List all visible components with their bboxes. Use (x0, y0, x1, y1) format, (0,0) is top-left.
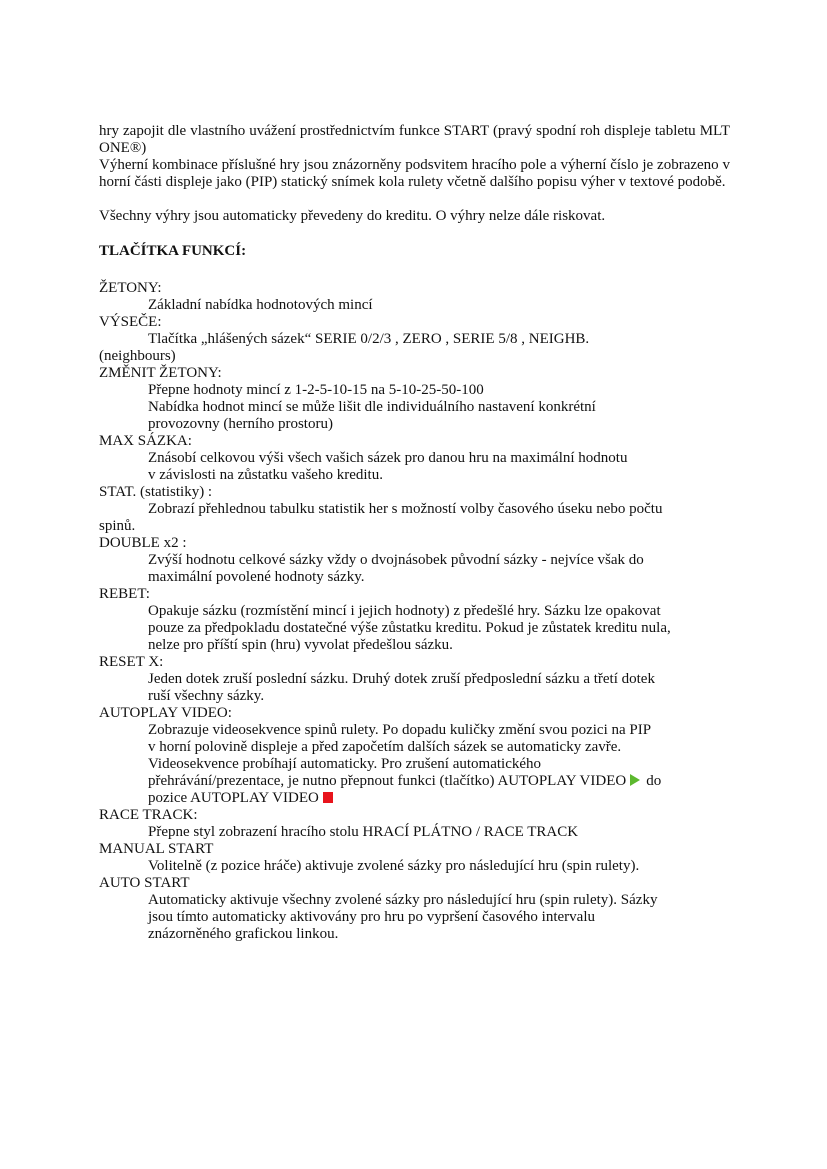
function-description-line (99, 331, 730, 348)
function-description-line (99, 671, 730, 688)
function-title: REBET: (99, 586, 150, 602)
function-description-line (99, 637, 730, 654)
function-item (99, 705, 730, 807)
function-description-line (99, 416, 730, 433)
function-description-line (99, 790, 730, 807)
function-description-line (99, 603, 730, 620)
line-text-after: do (646, 773, 662, 789)
function-title: MAX SÁZKA: (99, 433, 192, 449)
function-description-line (99, 467, 730, 484)
function-description-line (99, 688, 730, 705)
function-title: RESET X: (99, 654, 164, 670)
function-item (99, 314, 730, 365)
line-text: Přepne styl zobrazení hracího stolu HRACÍ PLÁTNO / RACE TRACK (148, 824, 579, 840)
function-description-line (99, 824, 730, 841)
function-item (99, 484, 730, 535)
intro-paragraph-2: Výherní kombinace příslušné hry jsou znázorněny podsvitem hracího pole a výherní číslo je zobrazeno v horní části displeje jako (PIP) statický snímek kola rulety včetně dalšího popisu výher v textové podobě. (99, 157, 730, 190)
function-title: ZMĚNIT ŽETONY: (99, 365, 222, 381)
function-description-line (99, 552, 730, 569)
line-text: znázorněného grafickou linkou. (148, 926, 339, 942)
play-icon (630, 774, 640, 786)
line-text: Základní nabídka hodnotových mincí (148, 297, 373, 313)
function-item (99, 841, 730, 875)
function-title: RACE TRACK: (99, 807, 198, 823)
function-title: AUTO START (99, 875, 190, 891)
line-text: spinů. (99, 518, 136, 534)
line-text: v závislosti na zůstatku vašeho kreditu. (148, 467, 383, 483)
function-description-line (99, 297, 730, 314)
function-description-line (99, 892, 730, 909)
line-text: Automaticky aktivuje všechny zvolené sázky pro následující hru (spin rulety). Sázky (148, 892, 658, 908)
function-item (99, 535, 730, 586)
function-description-line (99, 926, 730, 943)
function-description-line (99, 909, 730, 926)
line-text: Opakuje sázku (rozmístění mincí i jejich hodnoty) z předešlé hry. Sázku lze opakovat (148, 603, 661, 619)
function-item (99, 654, 730, 705)
intro-paragraph-3: Všechny výhry jsou automaticky převedeny do kreditu. O výhry nelze dále riskovat. (99, 208, 606, 224)
line-text: ruší všechny sázky. (148, 688, 265, 704)
function-description-line (99, 756, 730, 773)
function-description-line (99, 348, 730, 365)
line-text: (neighbours) (99, 348, 176, 364)
line-text: Tlačítka „hlášených sázek“ SERIE 0/2/3 , ZERO , SERIE 5/8 , NEIGHB. (148, 331, 590, 347)
line-text: přehrávání/prezentace, je nutno přepnout funkci (tlačítko) AUTOPLAY VIDEO (148, 773, 627, 789)
function-title: STAT. (statistiky) : (99, 484, 213, 500)
function-description-line (99, 450, 730, 467)
function-description-line (99, 722, 730, 739)
function-item (99, 586, 730, 654)
line-text: Zobrazí přehlednou tabulku statistik her s možností volby časového úseku nebo počtu (148, 501, 663, 517)
function-item (99, 807, 730, 841)
function-description-line (99, 501, 730, 518)
line-text: Znásobí celkovou výši všech vašich sázek pro danou hru na maximální hodnotu (148, 450, 628, 466)
line-text: pouze za předpokladu dostatečné výše zůstatku kreditu. Pokud je zůstatek kreditu nula, (148, 620, 671, 636)
function-list (99, 280, 730, 943)
function-title: DOUBLE x2 : (99, 535, 187, 551)
function-item (99, 280, 730, 314)
stop-icon (323, 792, 333, 803)
function-title: AUTOPLAY VIDEO: (99, 705, 232, 721)
line-text: Přepne hodnoty mincí z 1-2-5-10-15 na 5-10-25-50-100 (148, 382, 484, 398)
line-text: Videosekvence probíhají automaticky. Pro zrušení automatického (148, 756, 542, 772)
line-text: nelze pro příští spin (hru) vyvolat předešlou sázku. (148, 637, 453, 653)
function-description-line (99, 620, 730, 637)
intro-paragraph-1: hry zapojit dle vlastního uvážení prostřednictvím funkce START (pravý spodní roh displeje tabletu MLT ONE®) (99, 123, 730, 156)
function-description-line (99, 518, 730, 535)
function-title: MANUAL START (99, 841, 214, 857)
line-text: v horní polovině displeje a před započetím dalších sázek se automaticky zavře. (148, 739, 622, 755)
line-text: jsou tímto automaticky aktivovány pro hru po vypršení časového intervalu (148, 909, 595, 925)
function-title: VÝSEČE: (99, 314, 162, 330)
function-item (99, 433, 730, 484)
function-description-line (99, 399, 730, 416)
line-text: Volitelně (z pozice hráče) aktivuje zvolené sázky pro následující hru (spin rulety). (148, 858, 640, 874)
line-text: Zvýší hodnotu celkové sázky vždy o dvojnásobek původní sázky - nejvíce však do (148, 552, 644, 568)
line-text: maximální povolené hodnoty sázky. (148, 569, 365, 585)
line-text: Jeden dotek zruší poslední sázku. Druhý dotek zruší předposlední sázku a třetí dotek (148, 671, 655, 687)
function-item (99, 365, 730, 433)
document-page (99, 123, 730, 943)
line-text: Zobrazuje videosekvence spinů rulety. Po dopadu kuličky změní svou pozici na PIP (148, 722, 652, 738)
function-title: ŽETONY: (99, 280, 162, 296)
function-description-line (99, 569, 730, 586)
line-text: provozovny (herního prostoru) (148, 416, 333, 432)
section-heading: TLAČÍTKA FUNKCÍ: (99, 243, 247, 259)
function-description-line (99, 858, 730, 875)
function-item (99, 875, 730, 943)
function-description-line (99, 739, 730, 756)
function-description-line (99, 382, 730, 399)
line-text: Nabídka hodnot mincí se může lišit dle individuálního nastavení konkrétní (148, 399, 596, 415)
function-description-line (99, 773, 730, 790)
line-text: pozice AUTOPLAY VIDEO (148, 790, 319, 806)
